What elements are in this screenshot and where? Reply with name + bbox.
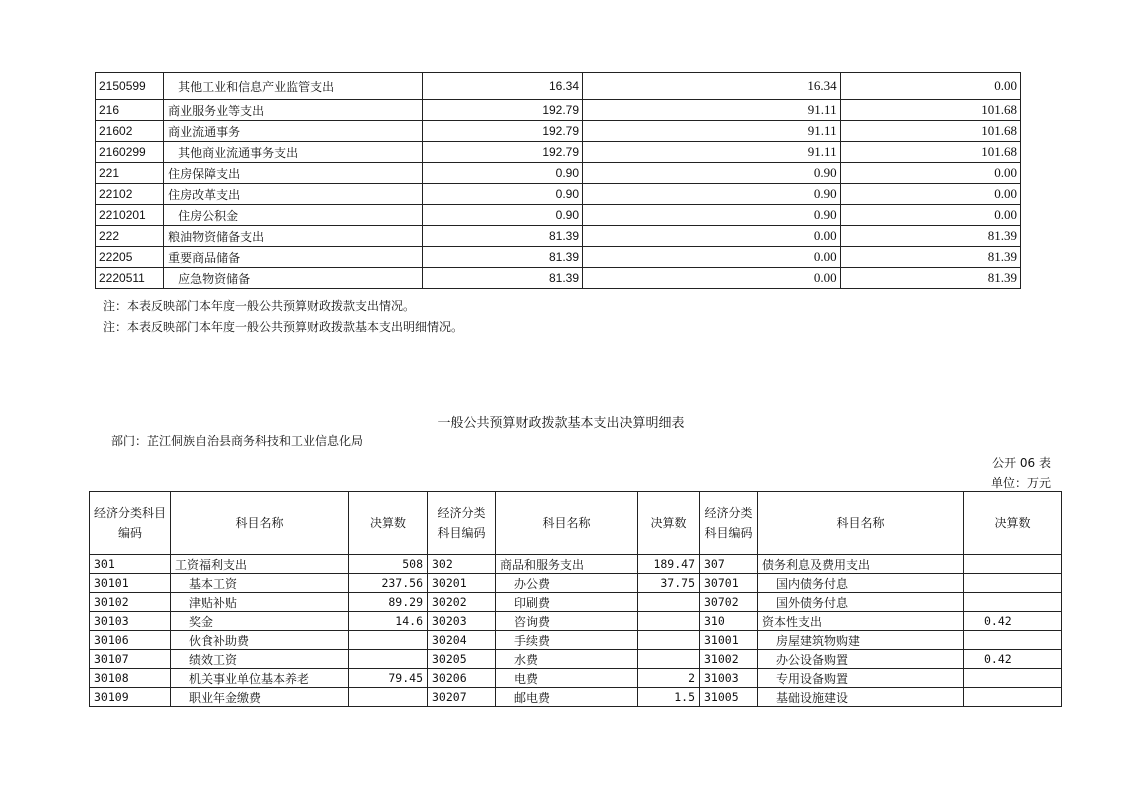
code-cell: 31003 [700,669,758,688]
header-code: 经济分类科目编码 [700,492,758,555]
table-number: 公开 06 表 [992,456,1051,470]
row-total: 192.79 [422,121,582,142]
amount-cell [638,593,700,612]
code-cell: 30201 [428,574,496,593]
row-basic: 0.00 [583,226,841,247]
header-code: 经济分类科目编码 [428,492,496,555]
row-basic: 0.90 [583,163,841,184]
row-total: 0.90 [422,205,582,226]
table-row [90,593,1062,612]
name-cell: 机关事业单位基本养老 [171,669,349,688]
header-name: 科目名称 [496,492,638,555]
code-cell: 30702 [700,593,758,612]
row-code: 2150599 [96,73,164,100]
row-project: 0.00 [840,163,1020,184]
amount-cell [638,612,700,631]
row-total: 192.79 [422,142,582,163]
amount-cell [638,650,700,669]
table-row [90,688,1062,707]
table-row [96,226,1021,247]
table-row [90,669,1062,688]
name-cell: 津贴补贴 [171,593,349,612]
row-total: 81.39 [422,226,582,247]
code-cell: 302 [428,555,496,574]
amount-cell [349,650,428,669]
note-1: 注：本表反映部门本年度一般公共预算财政拨款支出情况。 [103,299,416,313]
row-code: 21602 [96,121,164,142]
row-code: 22205 [96,247,164,268]
amount-cell [964,574,1062,593]
name-cell: 办公费 [496,574,638,593]
amount-cell [349,688,428,707]
amount-cell: 508 [349,555,428,574]
table-row [90,650,1062,669]
row-total: 81.39 [422,268,582,289]
row-total: 81.39 [422,247,582,268]
amount-cell: 0.42 [964,650,1062,669]
code-cell: 30108 [90,669,171,688]
name-cell: 咨询费 [496,612,638,631]
row-code: 222 [96,226,164,247]
code-cell: 31001 [700,631,758,650]
row-code: 22102 [96,184,164,205]
amount-cell [638,631,700,650]
table-row [96,142,1021,163]
name-cell: 国内债务付息 [758,574,964,593]
table-row [96,268,1021,289]
name-cell: 商品和服务支出 [496,555,638,574]
row-name: 商业流通事务 [164,121,423,142]
name-cell: 伙食补助费 [171,631,349,650]
code-cell: 307 [700,555,758,574]
row-name: 商业服务业等支出 [164,100,423,121]
row-code: 2160299 [96,142,164,163]
amount-cell: 79.45 [349,669,428,688]
code-cell: 310 [700,612,758,631]
amount-cell [964,593,1062,612]
code-cell: 30206 [428,669,496,688]
name-cell: 国外债务付息 [758,593,964,612]
row-basic: 0.90 [583,205,841,226]
name-cell: 水费 [496,650,638,669]
amount-cell: 2 [638,669,700,688]
code-cell: 30204 [428,631,496,650]
row-code: 2210201 [96,205,164,226]
table-row [90,555,1062,574]
code-cell: 30101 [90,574,171,593]
name-cell: 奖金 [171,612,349,631]
name-cell: 基本工资 [171,574,349,593]
row-total: 16.34 [422,73,582,100]
name-cell: 债务利息及费用支出 [758,555,964,574]
row-name: 住房改革支出 [164,184,423,205]
row-name: 住房保障支出 [164,163,423,184]
table-row [96,247,1021,268]
row-project: 81.39 [840,268,1020,289]
amount-cell: 189.47 [638,555,700,574]
code-cell: 31002 [700,650,758,669]
row-basic: 91.11 [583,121,841,142]
unit-label: 单位：万元 [990,476,1051,490]
row-code: 221 [96,163,164,184]
code-cell: 30102 [90,593,171,612]
amount-cell: 89.29 [349,593,428,612]
amount-cell: 0.42 [964,612,1062,631]
amount-cell [349,631,428,650]
row-code: 2220511 [96,268,164,289]
row-basic: 91.11 [583,100,841,121]
amount-cell: 37.75 [638,574,700,593]
code-cell: 30103 [90,612,171,631]
name-cell: 职业年金缴费 [171,688,349,707]
code-cell: 30701 [700,574,758,593]
row-name: 重要商品储备 [164,247,423,268]
code-cell: 301 [90,555,171,574]
amount-cell [964,669,1062,688]
row-basic: 0.00 [583,247,841,268]
row-total: 0.90 [422,163,582,184]
row-name: 其他工业和信息产业监管支出 [164,73,423,100]
row-basic: 16.34 [583,73,841,100]
table-title: 一般公共预算财政拨款基本支出决算明细表 [437,416,685,431]
row-project: 0.00 [840,184,1020,205]
code-cell: 30106 [90,631,171,650]
row-name: 住房公积金 [164,205,423,226]
name-cell: 资本性支出 [758,612,964,631]
row-project: 0.00 [840,73,1020,100]
row-project: 81.39 [840,226,1020,247]
row-basic: 91.11 [583,142,841,163]
name-cell: 手续费 [496,631,638,650]
amount-cell: 237.56 [349,574,428,593]
amount-cell [964,631,1062,650]
table-row [96,73,1021,100]
note-2: 注：本表反映部门本年度一般公共预算财政拨款基本支出明细情况。 [103,320,464,334]
header-amount: 决算数 [964,492,1062,555]
header-name: 科目名称 [171,492,349,555]
row-name: 粮油物资储备支出 [164,226,423,247]
code-cell: 30107 [90,650,171,669]
amount-cell [964,688,1062,707]
name-cell: 印刷费 [496,593,638,612]
code-cell: 30205 [428,650,496,669]
table-row [96,100,1021,121]
table-row [90,574,1062,593]
row-name: 应急物资储备 [164,268,423,289]
row-total: 0.90 [422,184,582,205]
department-label: 部门：芷江侗族自治县商务科技和工业信息化局 [111,434,364,448]
table-row [90,631,1062,650]
row-code: 216 [96,100,164,121]
code-cell: 30202 [428,593,496,612]
name-cell: 邮电费 [496,688,638,707]
table-row [96,205,1021,226]
amount-cell: 14.6 [349,612,428,631]
code-cell: 30109 [90,688,171,707]
row-project: 81.39 [840,247,1020,268]
row-project: 101.68 [840,100,1020,121]
row-project: 0.00 [840,205,1020,226]
code-cell: 30207 [428,688,496,707]
name-cell: 专用设备购置 [758,669,964,688]
amount-cell: 1.5 [638,688,700,707]
row-basic: 0.90 [583,184,841,205]
table-row [96,121,1021,142]
code-cell: 31005 [700,688,758,707]
table-row [96,184,1021,205]
code-cell: 30203 [428,612,496,631]
expenditure-table [95,72,1021,289]
name-cell: 工资福利支出 [171,555,349,574]
name-cell: 绩效工资 [171,650,349,669]
header-name: 科目名称 [758,492,964,555]
name-cell: 办公设备购置 [758,650,964,669]
row-name: 其他商业流通事务支出 [164,142,423,163]
row-total: 192.79 [422,100,582,121]
header-amount: 决算数 [638,492,700,555]
header-code: 经济分类科目编码 [90,492,171,555]
basic-expenditure-detail-table [89,491,1062,707]
row-project: 101.68 [840,121,1020,142]
row-project: 101.68 [840,142,1020,163]
amount-cell [964,555,1062,574]
name-cell: 电费 [496,669,638,688]
row-basic: 0.00 [583,268,841,289]
table-row [96,163,1021,184]
header-amount: 决算数 [349,492,428,555]
table-row [90,612,1062,631]
name-cell: 基础设施建设 [758,688,964,707]
name-cell: 房屋建筑物购建 [758,631,964,650]
